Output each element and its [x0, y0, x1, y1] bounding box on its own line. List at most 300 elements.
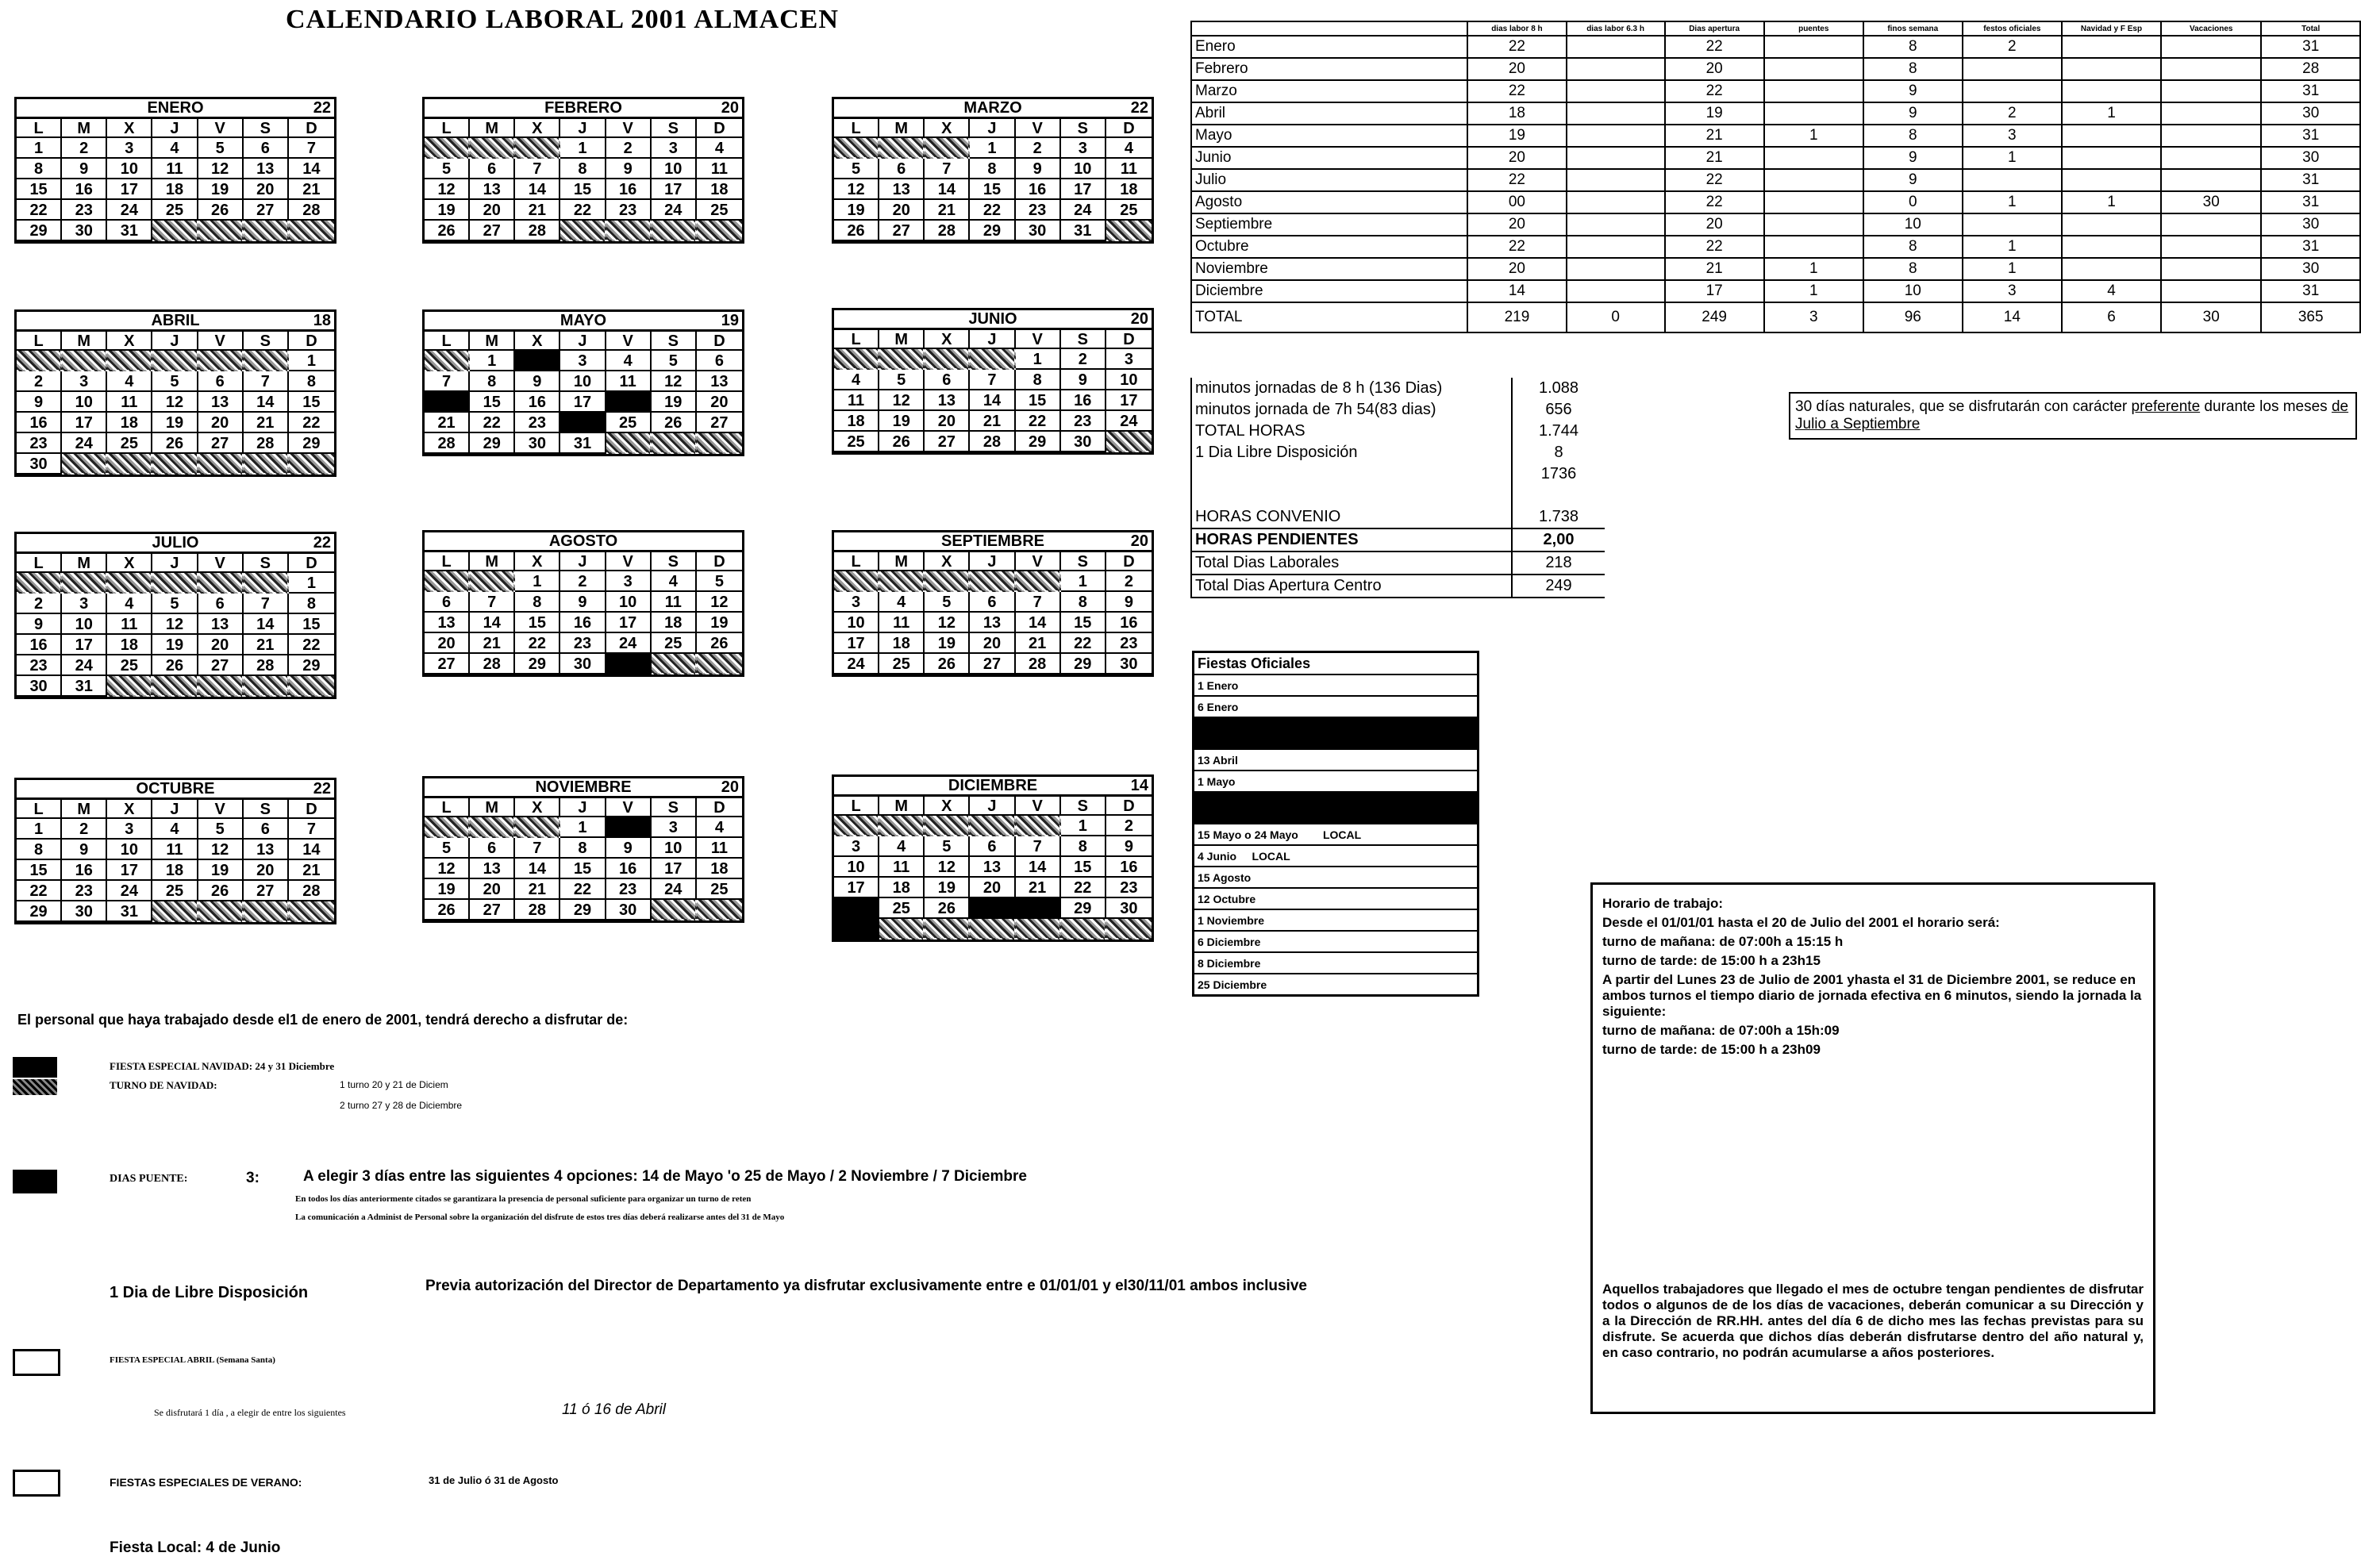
day-cell: 4 — [152, 819, 198, 840]
summary-cell: 8 — [1863, 58, 1963, 80]
summary-row-label: Mayo — [1191, 125, 1467, 147]
summary-cell: 21 — [1665, 258, 1764, 280]
weekday-header: X — [107, 554, 152, 573]
day-cell: 26 — [925, 898, 970, 919]
day-cell: 8 — [560, 838, 606, 859]
day-cell: 22 — [560, 200, 606, 221]
weekday-header: S — [1061, 797, 1106, 816]
day-cell: 23 — [1106, 878, 1152, 898]
day-cell: 25 — [1106, 200, 1152, 221]
day-cell: 27 — [697, 413, 742, 433]
day-cell: 24 — [652, 200, 697, 221]
blank-day-cell — [879, 919, 925, 940]
day-cell: 13 — [970, 613, 1015, 633]
day-cell: 8 — [560, 159, 606, 179]
blank-day-cell — [515, 138, 560, 159]
day-cell: 13 — [198, 392, 244, 413]
blank-day-cell — [62, 351, 107, 371]
day-cell: 25 — [107, 655, 152, 676]
day-cell: 2 — [560, 571, 606, 592]
summary-cell: 1 — [1764, 280, 1863, 302]
weekday-header: L — [17, 332, 62, 351]
blank-day-cell — [62, 454, 107, 475]
day-cell: 17 — [62, 413, 107, 433]
summary-cell — [1764, 102, 1863, 125]
day-cell: 24 — [606, 633, 652, 654]
blank-day-cell — [606, 221, 652, 241]
day-cell: 23 — [606, 200, 652, 221]
day-cell: 12 — [925, 857, 970, 878]
blank-day-cell — [152, 573, 198, 594]
day-cell: 21 — [425, 413, 470, 433]
day-cell: 1 — [1061, 571, 1106, 592]
blank-day-cell — [152, 221, 198, 241]
summary-cell — [2161, 36, 2261, 58]
day-cell: 9 — [606, 838, 652, 859]
weekday-header: J — [560, 798, 606, 817]
day-cell: 3 — [606, 571, 652, 592]
summary-cell: 20 — [1467, 213, 1567, 236]
summary-cell — [1567, 102, 1665, 125]
day-cell: 24 — [652, 879, 697, 900]
month-header — [834, 310, 1152, 330]
summary-cell — [1764, 147, 1863, 169]
weekday-header: X — [925, 119, 970, 138]
day-cell: 6 — [198, 594, 244, 614]
summary-cell: 10 — [1863, 213, 1963, 236]
day-cell: 25 — [697, 879, 742, 900]
day-cell: 7 — [1016, 836, 1061, 857]
month-working-days: 18 — [313, 312, 331, 329]
summary-cell — [1567, 125, 1665, 147]
blank-day-cell — [606, 433, 652, 454]
day-cell: 22 — [970, 200, 1015, 221]
hours-label: Total Dias Laborales — [1195, 554, 1340, 571]
weekday-header: J — [970, 797, 1015, 816]
day-cell: 4 — [697, 817, 742, 838]
blank-day-cell — [925, 816, 970, 836]
summary-cell: 1 — [2062, 102, 2161, 125]
day-cell: 31 — [107, 221, 152, 241]
blank-day-cell — [1016, 919, 1061, 940]
weekday-header: J — [970, 330, 1015, 349]
day-cell: 16 — [606, 859, 652, 879]
weekday-header: M — [879, 119, 925, 138]
blank-day-cell — [925, 138, 970, 159]
summary-row-label: Diciembre — [1191, 280, 1467, 302]
blank-day-cell — [470, 817, 515, 838]
blank-day-cell — [652, 221, 697, 241]
summary-cell: 22 — [1467, 236, 1567, 258]
blank-day-cell — [879, 349, 925, 370]
day-cell: 27 — [970, 654, 1015, 674]
day-cell: 16 — [1106, 613, 1152, 633]
day-cell: 26 — [879, 432, 925, 452]
day-cell: 10 — [1061, 159, 1106, 179]
summary-cell: 20 — [1467, 58, 1567, 80]
summary-cell: 0 — [1863, 191, 1963, 213]
day-cell: 26 — [152, 655, 198, 676]
blank-day-cell — [970, 349, 1015, 370]
legend-swatch-turno — [13, 1079, 57, 1095]
month-header — [425, 99, 742, 119]
day-cell: 9 — [17, 392, 62, 413]
day-cell: 16 — [62, 179, 107, 200]
day-cell: 18 — [152, 179, 198, 200]
day-cell: 23 — [515, 413, 560, 433]
summary-row — [1191, 236, 2360, 258]
month-working-days: 14 — [1130, 777, 1148, 794]
day-cell: 19 — [152, 413, 198, 433]
legend-swatch-verano — [13, 1470, 60, 1497]
day-cell: 30 — [1016, 221, 1061, 241]
day-cell: 4 — [834, 370, 879, 390]
day-cell: 24 — [834, 654, 879, 674]
day-cell: 16 — [560, 613, 606, 633]
day-cell: 14 — [925, 179, 970, 200]
summary-row-label: Febrero — [1191, 58, 1467, 80]
day-cell: 14 — [244, 614, 289, 635]
summary-cell: 1 — [1963, 191, 2062, 213]
day-cell: 28 — [1016, 898, 1061, 919]
blank-day-cell — [244, 351, 289, 371]
weekday-header: L — [425, 798, 470, 817]
day-cell: 22 — [17, 881, 62, 901]
summary-row-label: Julio — [1191, 169, 1467, 191]
blank-day-cell — [107, 454, 152, 475]
summary-column-header: Vacaciones — [2161, 21, 2261, 36]
day-cell: 25 — [879, 654, 925, 674]
weekday-header: J — [970, 552, 1015, 571]
day-cell: 4 — [697, 138, 742, 159]
day-cell: 5 — [652, 351, 697, 371]
day-cell: 10 — [1106, 370, 1152, 390]
summary-row — [1191, 191, 2360, 213]
month-day-grid — [17, 800, 334, 922]
vacation-note-underlined-1: preferente — [2131, 398, 2201, 415]
weekday-header: L — [425, 119, 470, 138]
blank-day-cell — [244, 573, 289, 594]
day-cell: 12 — [198, 159, 244, 179]
summary-cell: 249 — [1665, 302, 1764, 332]
weekday-header: L — [17, 800, 62, 819]
day-cell: 21 — [289, 179, 334, 200]
day-cell: 3 — [1061, 138, 1106, 159]
hours-row — [1192, 575, 1605, 598]
weekday-header: J — [152, 119, 198, 138]
summary-column-header: finos semana — [1863, 21, 1963, 36]
day-cell: 10 — [834, 613, 879, 633]
day-cell: 11 — [606, 371, 652, 392]
day-cell: 14 — [289, 840, 334, 860]
day-cell: 7 — [470, 592, 515, 613]
weekday-header: S — [1061, 552, 1106, 571]
weekday-header: X — [107, 119, 152, 138]
hours-label: 1 Dia Libre Disposición — [1195, 444, 1358, 461]
day-cell: 25 — [652, 633, 697, 654]
day-cell: 22 — [17, 200, 62, 221]
day-cell: 1 — [17, 819, 62, 840]
holiday-item: 1 Mayo — [1194, 770, 1477, 791]
holiday-item: 13 Abril — [1194, 748, 1477, 770]
day-cell: 15 — [1061, 857, 1106, 878]
day-cell: 12 — [879, 390, 925, 411]
month-mayo — [422, 309, 744, 456]
day-cell: 19 — [425, 879, 470, 900]
summary-cell — [1567, 213, 1665, 236]
day-cell: 3 — [652, 817, 697, 838]
blank-day-cell — [925, 349, 970, 370]
summary-cell — [1567, 36, 1665, 58]
day-cell: 13 — [470, 859, 515, 879]
summary-cell: 3 — [1764, 302, 1863, 332]
legend-abril-days: 11 ó 16 de Abril — [562, 1401, 666, 1418]
summary-cell: 30 — [2161, 302, 2261, 332]
day-cell: 5 — [879, 370, 925, 390]
day-cell: 5 — [198, 819, 244, 840]
day-cell: 26 — [198, 200, 244, 221]
summary-column-header: Total — [2261, 21, 2360, 36]
summary-cell: 22 — [1665, 169, 1764, 191]
month-day-grid — [834, 330, 1152, 452]
weekday-header: X — [925, 330, 970, 349]
holiday-blocked-row — [1194, 791, 1477, 823]
blank-day-cell — [970, 919, 1015, 940]
summary-total-row — [1191, 302, 2360, 332]
day-cell: 9 — [515, 371, 560, 392]
day-cell: 6 — [244, 819, 289, 840]
day-cell: 27 — [970, 898, 1015, 919]
weekday-header: V — [198, 332, 244, 351]
blank-day-cell — [107, 351, 152, 371]
summary-cell: 8 — [1863, 258, 1963, 280]
weekday-header: J — [152, 554, 198, 573]
day-cell: 12 — [198, 840, 244, 860]
weekday-header: D — [289, 119, 334, 138]
day-cell: 14 — [425, 392, 470, 413]
weekday-header: S — [244, 332, 289, 351]
summary-cell: 2 — [1963, 102, 2062, 125]
day-cell: 20 — [879, 200, 925, 221]
summary-row-label: Octubre — [1191, 236, 1467, 258]
day-cell: 14 — [470, 613, 515, 633]
day-cell: 30 — [515, 433, 560, 454]
day-cell: 2 — [62, 819, 107, 840]
weekday-header: S — [244, 800, 289, 819]
day-cell: 19 — [198, 860, 244, 881]
blank-day-cell — [970, 816, 1015, 836]
summary-cell — [2161, 280, 2261, 302]
hours-row — [1192, 552, 1605, 575]
day-cell: 7 — [515, 159, 560, 179]
day-cell: 18 — [606, 392, 652, 413]
day-cell: 14 — [244, 392, 289, 413]
day-cell: 18 — [107, 635, 152, 655]
day-cell: 29 — [1061, 654, 1106, 674]
day-cell: 24 — [107, 881, 152, 901]
day-cell: 27 — [198, 433, 244, 454]
weekday-header: S — [652, 332, 697, 351]
day-cell: 17 — [107, 860, 152, 881]
day-cell: 5 — [697, 571, 742, 592]
day-cell: 23 — [17, 655, 62, 676]
legend-puente-count: 3: — [246, 1170, 260, 1186]
day-cell: 22 — [1061, 878, 1106, 898]
day-cell: 30 — [560, 654, 606, 674]
day-cell: 20 — [244, 860, 289, 881]
legend-swatch-abril — [13, 1349, 60, 1376]
day-cell: 28 — [515, 221, 560, 241]
summary-cell: 3 — [1963, 125, 2062, 147]
summary-cell: 14 — [1963, 302, 2062, 332]
day-cell: 15 — [17, 179, 62, 200]
day-cell: 16 — [1061, 390, 1106, 411]
day-cell: 3 — [652, 138, 697, 159]
holiday-item: 1 Noviembre — [1194, 909, 1477, 930]
day-cell: 17 — [107, 179, 152, 200]
month-day-grid — [425, 552, 742, 674]
month-working-days: 22 — [313, 534, 331, 551]
weekday-header: D — [289, 800, 334, 819]
month-header — [834, 777, 1152, 797]
day-cell: 30 — [62, 221, 107, 241]
day-cell: 13 — [198, 614, 244, 635]
day-cell: 10 — [560, 371, 606, 392]
day-cell: 26 — [425, 900, 470, 920]
schedule-line: A partir del Lunes 23 de Julio de 2001 yhasta el 31 de Diciembre 2001, se reduce en ambos turnos el tiempo diario de jornada efectiva en 6 minutos, siendo la jornada la siguiente: — [1602, 972, 2142, 1019]
blank-day-cell — [244, 454, 289, 475]
summary-cell — [1963, 58, 2062, 80]
summary-row-label: Marzo — [1191, 80, 1467, 102]
day-cell: 6 — [470, 159, 515, 179]
blank-day-cell — [244, 221, 289, 241]
summary-cell — [2062, 258, 2161, 280]
day-cell: 17 — [834, 633, 879, 654]
blank-day-cell — [289, 901, 334, 922]
weekday-header: D — [697, 552, 742, 571]
summary-cell: 21 — [1665, 125, 1764, 147]
weekday-header: V — [606, 798, 652, 817]
hours-row — [1192, 506, 1605, 528]
day-cell: 3 — [107, 138, 152, 159]
summary-cell — [2161, 125, 2261, 147]
vacation-note-text-2: durante los meses — [2200, 398, 2332, 415]
hours-value: 218 — [1511, 552, 1605, 574]
day-cell: 24 — [1106, 411, 1152, 432]
summary-cell: 365 — [2261, 302, 2360, 332]
day-cell: 24 — [560, 413, 606, 433]
legend-puente-note-1: En todos los días anteriormente citados se garantizara la presencia de personal suficiente para organizar un turno de reten — [295, 1194, 752, 1204]
weekday-header: X — [925, 552, 970, 571]
weekday-header: V — [198, 554, 244, 573]
day-cell: 9 — [62, 159, 107, 179]
day-cell: 21 — [1016, 633, 1061, 654]
day-cell: 8 — [17, 840, 62, 860]
weekday-header: L — [834, 119, 879, 138]
weekday-header: J — [152, 800, 198, 819]
day-cell: 28 — [425, 433, 470, 454]
weekday-header: M — [470, 798, 515, 817]
day-cell: 26 — [198, 881, 244, 901]
weekday-header: V — [1016, 119, 1061, 138]
day-cell: 2 — [606, 138, 652, 159]
month-day-grid — [834, 552, 1152, 674]
blank-day-cell — [834, 138, 879, 159]
document-title: CALENDARIO LABORAL 2001 ALMACEN — [286, 5, 839, 34]
day-cell: 15 — [470, 392, 515, 413]
day-cell: 31 — [834, 919, 879, 940]
legend-turno-label: TURNO DE NAVIDAD: — [110, 1079, 217, 1091]
day-cell: 11 — [152, 840, 198, 860]
day-cell: 24 — [107, 200, 152, 221]
summary-cell: 22 — [1665, 80, 1764, 102]
month-working-days: 20 — [1130, 310, 1148, 328]
summary-cell: 20 — [1467, 258, 1567, 280]
holiday-item: 6 Enero — [1194, 695, 1477, 717]
day-cell: 10 — [107, 159, 152, 179]
weekday-header: M — [62, 554, 107, 573]
blank-day-cell — [925, 919, 970, 940]
hours-row — [1192, 421, 1605, 442]
day-cell: 9 — [1106, 592, 1152, 613]
weekday-header: M — [879, 552, 925, 571]
summary-cell: 28 — [2261, 58, 2360, 80]
blank-day-cell — [925, 571, 970, 592]
weekday-header: D — [697, 332, 742, 351]
day-cell: 29 — [17, 221, 62, 241]
day-cell: 27 — [470, 221, 515, 241]
hours-value: 1.738 — [1511, 506, 1605, 528]
day-cell: 17 — [652, 179, 697, 200]
blank-day-cell — [107, 676, 152, 697]
weekday-header: D — [289, 554, 334, 573]
day-cell: 19 — [652, 392, 697, 413]
day-cell: 23 — [1061, 411, 1106, 432]
day-cell: 24 — [1061, 200, 1106, 221]
day-cell: 27 — [244, 200, 289, 221]
month-header — [425, 778, 742, 798]
day-cell: 4 — [107, 594, 152, 614]
blank-day-cell — [289, 676, 334, 697]
blank-day-cell — [198, 351, 244, 371]
day-cell: 13 — [925, 390, 970, 411]
weekday-header: V — [606, 332, 652, 351]
summary-cell — [2062, 236, 2161, 258]
weekday-header: L — [834, 797, 879, 816]
day-cell: 1 — [1016, 349, 1061, 370]
blank-day-cell — [834, 816, 879, 836]
hours-value: 656 — [1511, 399, 1605, 421]
day-cell: 28 — [970, 432, 1015, 452]
day-cell: 9 — [62, 840, 107, 860]
day-cell: 13 — [244, 840, 289, 860]
summary-cell — [1567, 80, 1665, 102]
summary-cell — [1764, 58, 1863, 80]
weekday-header: S — [244, 119, 289, 138]
day-cell: 28 — [1016, 654, 1061, 674]
blank-day-cell — [515, 817, 560, 838]
month-name: DICIEMBRE — [948, 777, 1038, 794]
month-header — [834, 99, 1152, 119]
month-octubre — [14, 778, 336, 924]
day-cell: 30 — [17, 676, 62, 697]
blank-day-cell — [697, 433, 742, 454]
legend-abril-text: Se disfrutará 1 día , a elegir de entre los siguientes — [154, 1407, 346, 1418]
summary-row-label: Noviembre — [1191, 258, 1467, 280]
day-cell: 3 — [62, 594, 107, 614]
summary-cell: 18 — [1467, 102, 1567, 125]
schedule-line: turno de tarde: de 15:00 h a 23h09 — [1602, 1042, 1821, 1057]
